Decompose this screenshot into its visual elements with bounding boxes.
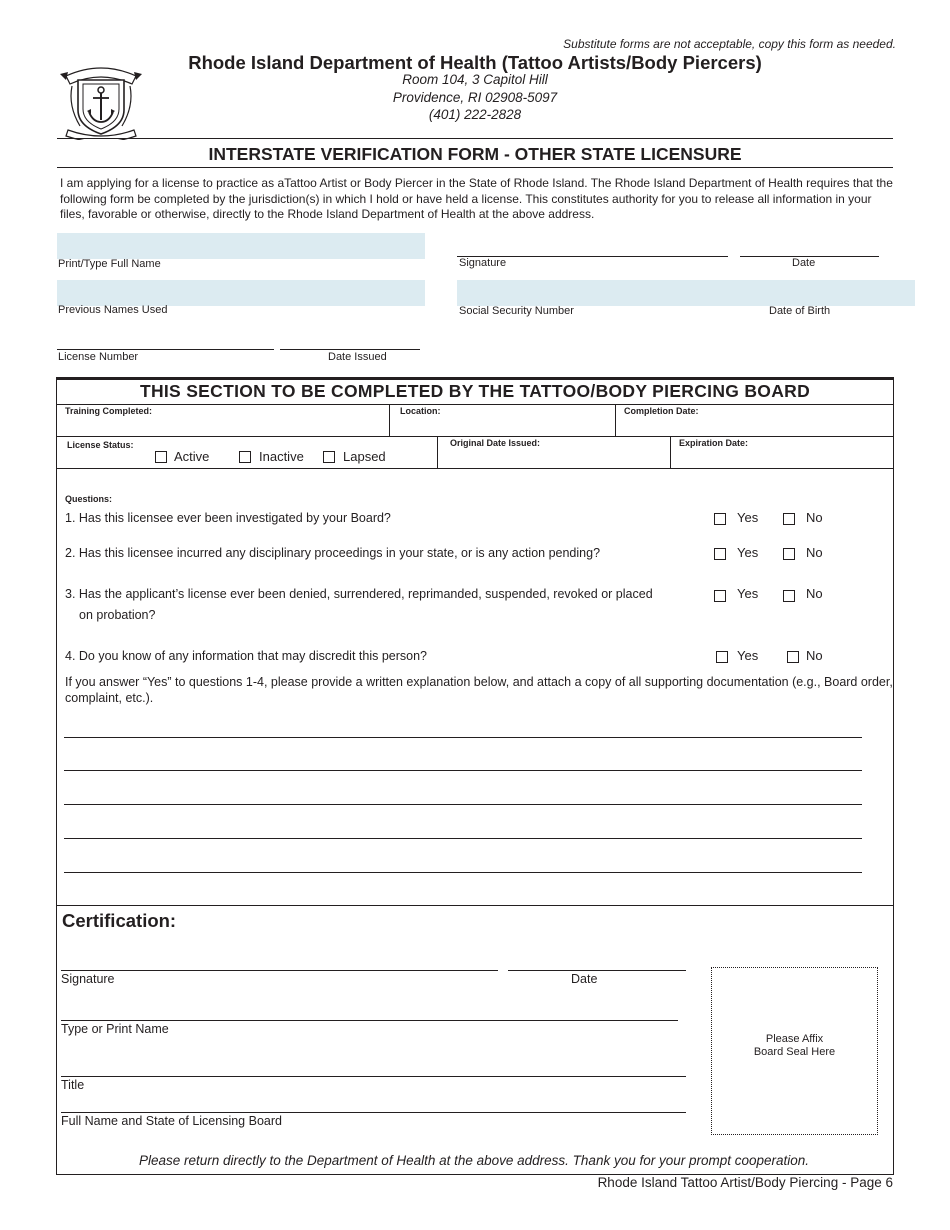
training-completed-field[interactable]: Training Completed:: [65, 406, 153, 416]
question-2: 2. Has this licensee incurred any disciplinary proceedings in your state, or is any action pending?: [65, 546, 601, 560]
question-3-continued: on probation?: [79, 608, 156, 622]
status-lapsed-label: Lapsed: [343, 449, 386, 464]
explanation-instruction: If you answer “Yes” to questions 1-4, please provide a written explanation below, and attach a copy of all supporting documentation (e.g., Board order, complaint, etc.).: [65, 675, 893, 705]
cert-date-line[interactable]: [508, 970, 686, 971]
row1-bottom: [57, 436, 893, 437]
cert-signature-line[interactable]: [61, 970, 498, 971]
q1-yes-checkbox[interactable]: [714, 513, 726, 525]
address-line-1: Room 104, 3 Capitol Hill: [402, 72, 548, 87]
cert-board-line[interactable]: [61, 1112, 686, 1113]
q3-yes-label: Yes: [737, 586, 759, 601]
ssn-label: Social Security Number: [459, 305, 574, 317]
form-title: INTERSTATE VERIFICATION FORM - OTHER STATE LICENSURE: [208, 144, 742, 164]
ssn-dob-input[interactable]: [457, 280, 915, 306]
full-name-label: Print/Type Full Name: [58, 258, 161, 270]
q1-no-label: No: [806, 510, 823, 525]
location-field[interactable]: Location:: [400, 406, 441, 416]
intro-paragraph: I am applying for a license to practice as aTattoo Artist or Body Piercer in the State of Rhode Island. The Rhode Island Department of Health requires that the following form be completed by the jurisdiction(s) in which I hold or have held a license. This constitutes authority for you to release all information in your files, favorable or otherwise, directly to the Rhode Island Department of Health at the above address.: [60, 176, 893, 221]
license-status-label: License Status:: [67, 440, 134, 450]
status-active-label: Active: [174, 449, 210, 464]
header-divider-top: [57, 138, 893, 139]
page-label: Rhode Island Tattoo Artist/Body Piercing - Page 6: [597, 1175, 893, 1190]
q4-yes-label: Yes: [737, 648, 759, 663]
status-active-checkbox[interactable]: [155, 451, 167, 463]
return-note: Please return directly to the Department of Health at the above address. Thank you for your prompt cooperation.: [138, 1153, 810, 1168]
dob-label: Date of Birth: [769, 305, 831, 317]
questions-label: Questions:: [65, 494, 113, 504]
question-3: 3. Has the applicant’s license ever been denied, surrendered, reprimanded, suspended, revoked or placed: [65, 587, 653, 601]
status-inactive-label: Inactive: [259, 449, 304, 464]
board-seal-text-2: Board Seal Here: [753, 1046, 836, 1058]
cert-signature-label: Signature: [61, 972, 115, 986]
q3-yes-checkbox[interactable]: [714, 590, 726, 602]
row2-bottom: [57, 468, 893, 469]
board-section-title: THIS SECTION TO BE COMPLETED BY THE TATTOO/BODY PIERCING BOARD: [139, 381, 811, 401]
board-seal-text-1: Please Affix: [765, 1033, 824, 1045]
signature-label: Signature: [459, 257, 507, 269]
previous-names-input[interactable]: [57, 280, 425, 306]
explanation-line-4[interactable]: [64, 838, 862, 839]
previous-names-label: Previous Names Used: [58, 304, 168, 316]
explanation-line-3[interactable]: [64, 804, 862, 805]
explanation-line-5[interactable]: [64, 872, 862, 873]
q2-yes-label: Yes: [737, 545, 759, 560]
row1-divider-b: [615, 404, 616, 436]
cert-print-name-line[interactable]: [61, 1020, 678, 1021]
full-name-input[interactable]: [57, 233, 425, 259]
board-title-divider: [57, 404, 893, 405]
q4-no-checkbox[interactable]: [787, 651, 799, 663]
q2-yes-checkbox[interactable]: [714, 548, 726, 560]
row2-divider-a: [437, 436, 438, 468]
cert-title-line[interactable]: [61, 1076, 686, 1077]
cert-board-label: Full Name and State of Licensing Board: [61, 1114, 282, 1128]
completion-date-field[interactable]: Completion Date:: [624, 406, 699, 416]
explanation-line-2[interactable]: [64, 770, 862, 771]
cert-date-label: Date: [571, 972, 598, 986]
cert-title-label: Title: [61, 1078, 85, 1092]
q2-no-checkbox[interactable]: [783, 548, 795, 560]
phone-number: (401) 222-2828: [428, 107, 522, 122]
q1-no-checkbox[interactable]: [783, 513, 795, 525]
certification-heading: Certification:: [62, 910, 177, 931]
license-number-line[interactable]: [57, 349, 274, 350]
question-4: 4. Do you know of any information that may discredit this person?: [65, 649, 427, 663]
license-number-label: License Number: [58, 351, 139, 363]
q3-no-label: No: [806, 586, 823, 601]
question-1: 1. Has this licensee ever been investigated by your Board?: [65, 511, 391, 525]
original-date-issued-field[interactable]: Original Date Issued:: [450, 438, 541, 448]
q4-no-label: No: [806, 648, 823, 663]
q1-yes-label: Yes: [737, 510, 759, 525]
copy-note: Substitute forms are not acceptable, copy this form as needed.: [563, 37, 896, 51]
certification-divider: [57, 905, 893, 906]
status-lapsed-checkbox[interactable]: [323, 451, 335, 463]
status-inactive-checkbox[interactable]: [239, 451, 251, 463]
header-divider-bottom: [57, 167, 893, 168]
row2-divider-b: [670, 436, 671, 468]
q3-no-checkbox[interactable]: [783, 590, 795, 602]
cert-print-name-label: Type or Print Name: [61, 1022, 169, 1036]
expiration-date-field[interactable]: Expiration Date:: [679, 438, 749, 448]
department-name: Rhode Island Department of Health (Tattoo Artists/Body Piercers): [188, 52, 762, 73]
q2-no-label: No: [806, 545, 823, 560]
q4-yes-checkbox[interactable]: [716, 651, 728, 663]
address-line-2: Providence, RI 02908-5097: [392, 90, 558, 105]
date-issued-label: Date Issued: [328, 351, 387, 363]
date-issued-line[interactable]: [280, 349, 420, 350]
row1-divider-a: [389, 404, 390, 436]
date-label: Date: [792, 257, 816, 269]
explanation-line-1[interactable]: [64, 737, 862, 738]
